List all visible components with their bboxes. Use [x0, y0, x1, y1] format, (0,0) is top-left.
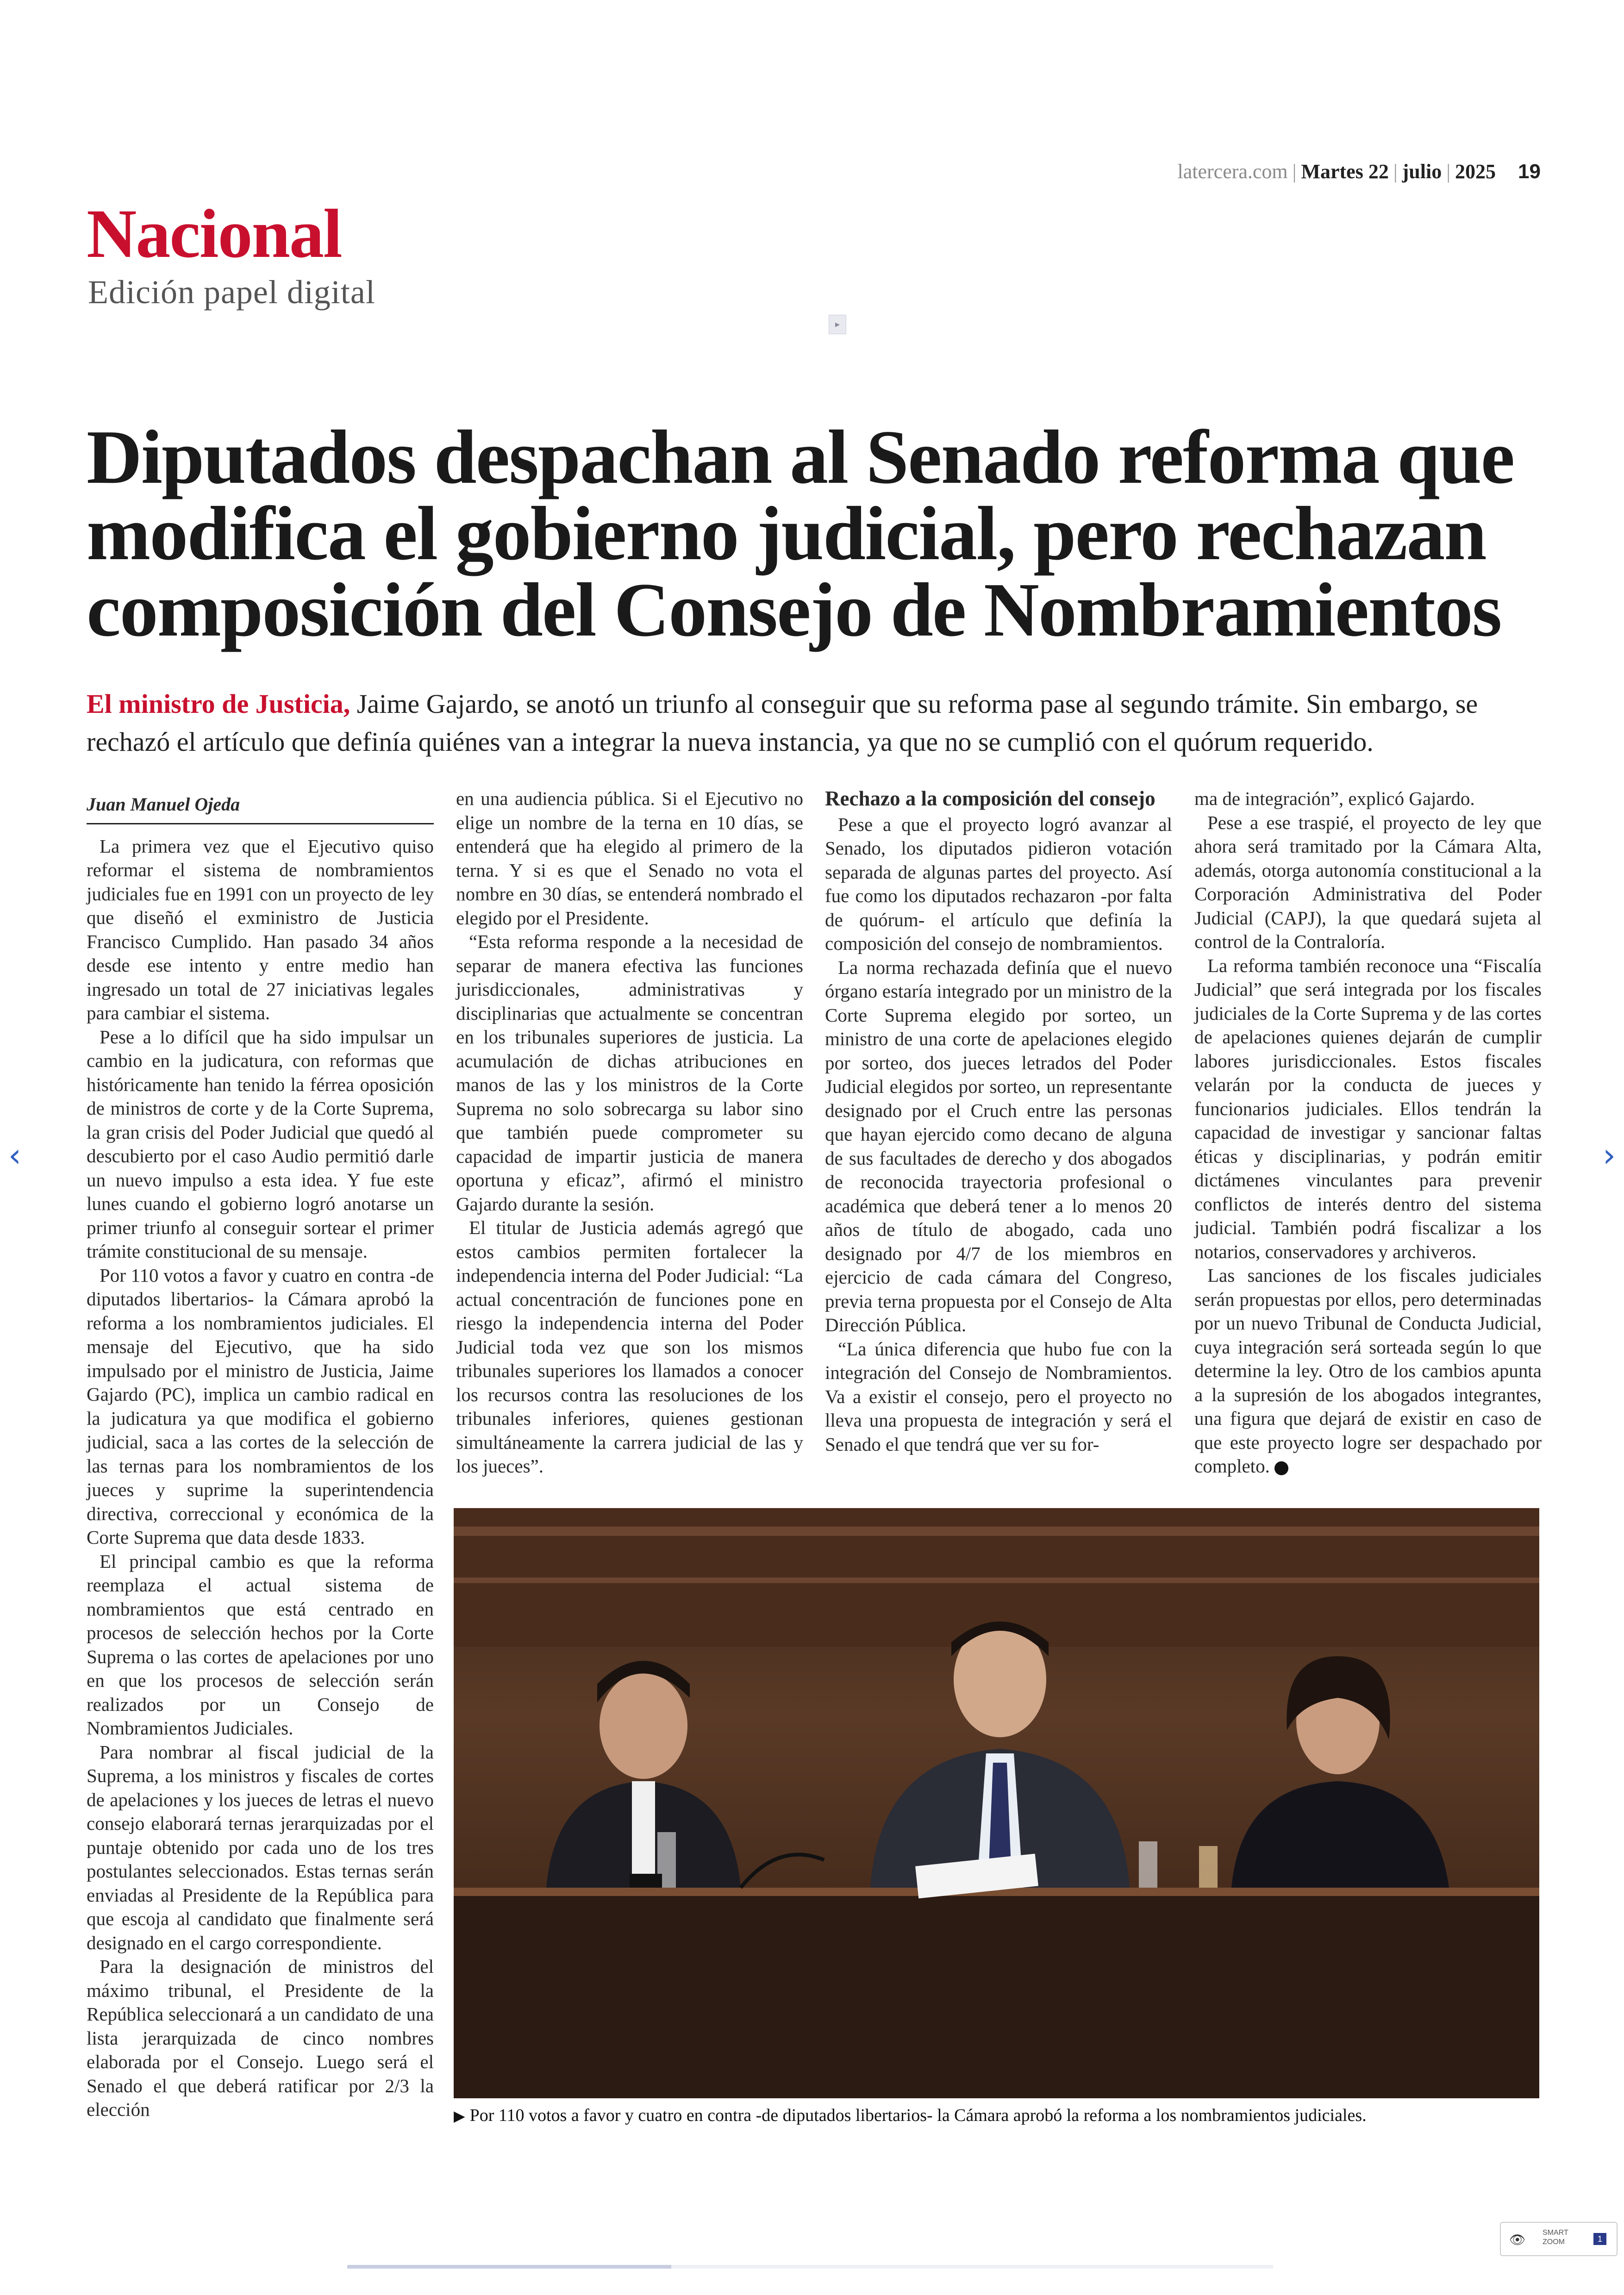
subheading: Rechazo a la composición del consejo — [825, 787, 1156, 810]
page-scroll-progress[interactable] — [347, 2265, 1273, 2269]
smart-zoom-label-2: ZOOM — [1543, 2238, 1565, 2246]
page-marker-icon: ▸ — [829, 315, 846, 334]
paragraph: Para la designación de ministros del máximo tribunal, el Presidente de la República seleccionará a un candidato de una lista jerarquizada de cinco nombres elaborada por el Consejo. Luego será el Senado el que deberá ratificar por 2/3 la elección — [87, 1956, 434, 2120]
section-title: Nacional — [87, 195, 342, 272]
paragraph-text: Las sanciones de los fiscales judiciales serán propuestas por ellos, pero determinadas por un nuevo Tribunal de Conducta Judicial, cuya integración será sorteada según lo que determine la ley. Otro de los cambios apunta a la supresión de los abogados integrantes, una figura que dejará de existir en caso de que este proyecto logre ser despachado por completo. — [1194, 1265, 1542, 1477]
paragraph: Por 110 votos a favor y cuatro en contra -de diputados libertarios- la Cámara aprobó la reforma a los nombramientos judiciales. El mensaje del Ejecutivo, que ha sido impulsado por el ministro de Justicia, Jaime Gajardo (PC), implica un cambio radical en la judicatura ya que modifica el gobierno judicial, saca a las cortes de la selección de las ternas para los nombramientos de los jueces y suprime la superintendencia directiva, correccional y económica de la Corte Suprema que data desde 1833. — [87, 1264, 434, 1548]
paragraph: La primera vez que el Ejecutivo quiso reformar el sistema de nombramientos judiciales fue en 1991 con un proyecto de ley que diseñó el exministro de Justicia Francisco Cumplido. Han pasado 34 años desde ese intento y entre medio han ingresado un total de 27 iniciativas legales para cambiar el sistema. — [87, 835, 434, 1023]
chevron-right-icon[interactable]: › — [1603, 1136, 1616, 1174]
paragraph: El principal cambio es que la reforma reemplaza el actual sistema de nombramientos que está centrado en procesos de selección hechos por la Corte Suprema o las cortes de apelaciones por uno en que los procesos de selección serán realizados por un Consejo de Nombramientos Judiciales. — [87, 1550, 434, 1739]
chevron-left-icon[interactable]: ‹ — [8, 1136, 21, 1174]
byline: Juan Manuel Ojeda — [87, 792, 434, 824]
paragraph: “Esta reforma responde a la necesidad de separar de manera efectiva las funciones jurisdiccionales, administrativas y disciplinarias que actualmente se concentran en los tribunales superiores de justicia. La acumulación de dichas atribuciones en manos de las y los ministros de la Corte Suprema no solo sobrecarga su labor sino que también puede comprometer su capacidad de impartir justicia de manera oportuna y eficaz”, afirmó el ministro Gajardo durante la sesión. — [456, 931, 803, 1215]
end-of-article-icon — [1274, 1461, 1288, 1475]
eye-icon: 👁 — [1509, 2233, 1526, 2247]
article-column-4 — [1194, 787, 1542, 1478]
caption-text: Por 110 votos a favor y cuatro en contra -de diputados libertarios- la Cámara aprobó la reforma a los nombramientos judiciales. — [469, 2106, 1367, 2125]
paragraph: Para nombrar al fiscal judicial de la Suprema, a los ministros y fiscales de cortes de apelaciones y los jueces de letras el nuevo consejo elaborará ternas jerarquizadas por el puntaje obtenido por cada uno de los tres postulantes seleccionados. Estas ternas serán enviadas al Presidente de la República para que escoja al candidato que finalmente será designado en el cargo correspondiente. — [87, 1741, 434, 1953]
photo-illustration — [454, 1508, 1539, 2098]
page-header-meta: latercera.com | Martes 22 | julio | 2025 19 — [1177, 160, 1541, 183]
article-column-3 — [825, 787, 1172, 1456]
paragraph: Pese a lo difícil que ha sido impulsar un cambio en la judicatura, con reformas que históricamente han tenido la férrea oposición de ministros de corte y de la Corte Suprema, la gran crisis del Poder Judicial que quedó al descubierto por el caso Audio permitió darle un nuevo impulso a esta idea. Y fue este lunes cuando el gobierno logró anotarse un primer triunfo al conseguir sortear el primer trámite constitucional de su mensaje. — [87, 1026, 434, 1262]
article-column-1 — [87, 792, 434, 2122]
paragraph: La norma rechazada definía que el nuevo órgano estaría integrado por un ministro de la Corte Suprema elegido por sorteo, un ministro de una corte de apelaciones elegido por sorteo, dos jueces letrados del Poder Judicial elegidos por sorteo, un representante designado por el Cruch entre las personas que hayan ejercido como decano de alguna de sus facultades de derecho y dos abogados de reconocida trayectoria profesional o académica que deberá tener a lo menos 20 años de título de abogado, cada uno designado por 4/7 de los miembros en ejercicio de cada cámara del Congreso, previa terna propuesta por el Consejo de Alta Dirección Pública. — [825, 956, 1172, 1335]
page-number: 19 — [1518, 160, 1541, 183]
lead-text: Jaime Gajardo, se anotó un triunfo al conseguir que su reforma pase al segundo trámite. Sin embargo, se rechazó el artículo que definía quiénes van a integrar la nueva instancia, ya que no se cumplió con el quórum requerido. — [87, 689, 1478, 757]
smart-zoom-count: 1 — [1593, 2233, 1606, 2245]
article-column-2 — [456, 787, 803, 1478]
paragraph: ma de integración”, explicó Gajardo. — [1194, 788, 1475, 809]
lead-kicker: El ministro de Justicia, — [87, 689, 350, 719]
site-name: latercera.com — [1177, 160, 1288, 183]
paragraph — [1194, 1264, 1542, 1478]
paragraph: “La única diferencia que hubo fue con la integración del Consejo de Nombramientos. Va a existir el consejo, pero el proyecto no lleva una propuesta de integración y será el Senado el que tendrá que ver su for- — [825, 1338, 1172, 1455]
caption-arrow-icon: ▶ — [454, 2108, 465, 2124]
article-lead — [87, 685, 1540, 761]
date-year: 2025 — [1455, 160, 1496, 183]
paragraph: El titular de Justicia además agregó que estos cambios permiten fortalecer la independencia interna del Poder Judicial: “La actual concentración de funciones pone en riesgo la independencia interna del Poder Judicial toda vez que son los mismos tribunales superiores los llamados a conocer los recursos contra las resoluciones de los tribunales inferiores, quienes gestionan simultáneamente la carrera judicial de las y los jueces”. — [456, 1217, 803, 1477]
progress-fill — [347, 2265, 671, 2269]
smart-zoom-label-1: SMART — [1543, 2229, 1568, 2237]
article-photo — [454, 1508, 1539, 2098]
article-headline: Diputados despachan al Senado reforma que modifica el gobierno judicial, pero rechazan composición del Consejo de Nombramientos — [87, 414, 1514, 652]
edition-label: Edición papel digital — [88, 274, 375, 311]
date-month: julio — [1402, 160, 1442, 183]
paragraph: Pese a que el proyecto logró avanzar al Senado, los diputados pidieron votación separada de algunas partes del proyecto. Así fue como los diputados rechazaron -por falta de quórum- el artículo que definía la composición del consejo de nombramientos. — [825, 813, 1172, 954]
paragraph: en una audiencia pública. Si el Ejecutivo no elige un nombre de la terna en 10 días, se entenderá que ha elegido al primero de la terna. Y si es que el Senado no vota el nombre en 30 días, se entenderá nombrado el elegido por el Presidente. — [456, 788, 803, 929]
date-day: Martes 22 — [1301, 160, 1389, 183]
paragraph: La reforma también reconoce una “Fiscalía Judicial” que será integrada por los fiscales judiciales de la Corte Suprema y de las cortes de apelaciones quienes dejarán de cumplir labores jurisdiccionales. Estos fiscales velarán por la conducta de jueces y funcionarios judiciales. Ellos tendrán la capacidad de investigar y sancionar faltas éticas y disciplinarias, y podrán emitir dictámenes vinculantes para prevenir conflictos de interés dentro del sistema judicial. También podrá fiscalizar a los notarios, conservadores y archiveros. — [1194, 954, 1542, 1262]
paragraph: Pese a ese traspié, el proyecto de ley que ahora será tramitado por la Cámara Alta, además, otorga autonomía constitucional a la Corporación Administrativa del Poder Judicial (CAPJ), la que quedará sujeta al control de la Contraloría. — [1194, 811, 1542, 952]
photo-caption — [454, 2105, 1565, 2126]
smart-zoom-button[interactable] — [1500, 2222, 1618, 2256]
